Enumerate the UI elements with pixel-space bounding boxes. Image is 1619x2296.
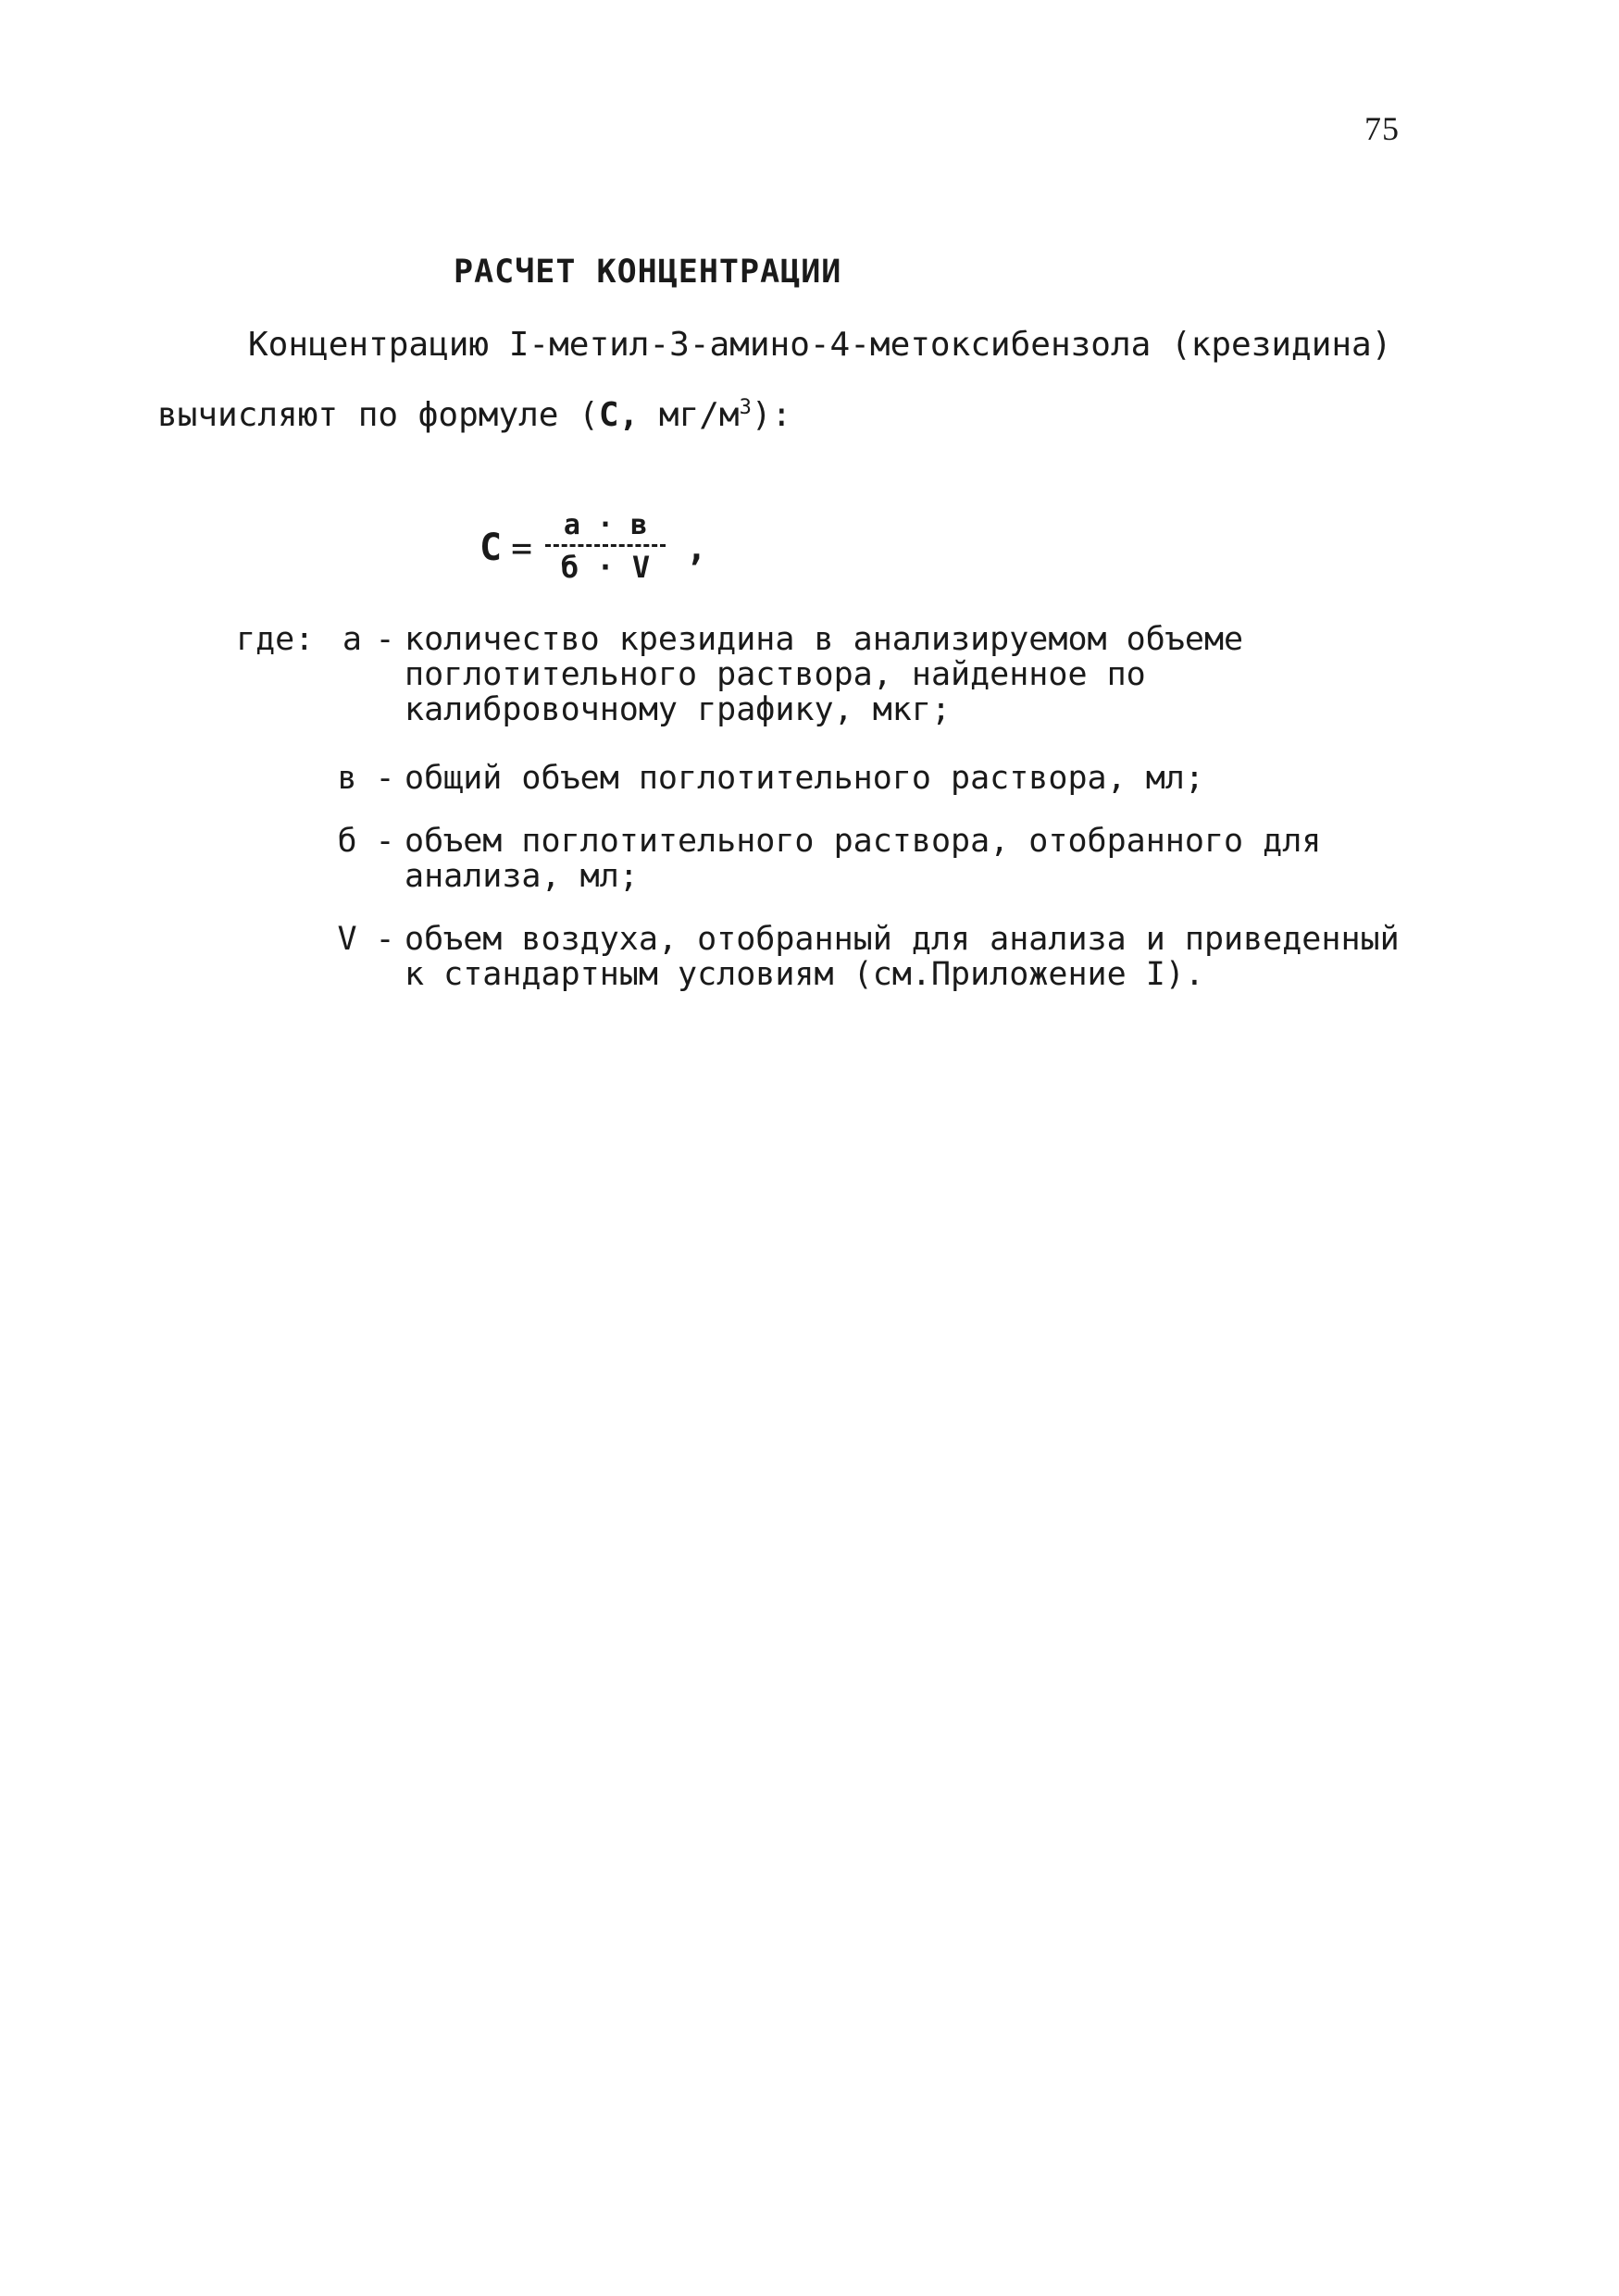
intro-variable: С, xyxy=(598,396,640,434)
definition-lead xyxy=(236,622,366,727)
definition-item xyxy=(236,622,1476,727)
definition-lead xyxy=(236,922,366,992)
formula-equals: = xyxy=(511,527,532,568)
concentration-formula xyxy=(479,507,707,588)
intro-prefix: вычисляют по формуле ( xyxy=(157,396,599,434)
definition-item xyxy=(236,761,1476,796)
definition-text: объем поглотительного раствора, отобранного для анализа, мл; xyxy=(405,823,1322,895)
variable-definitions xyxy=(236,622,1476,1020)
section-heading: РАСЧЕТ КОНЦЕНТРАЦИИ xyxy=(454,254,842,291)
page-number: 75 xyxy=(1364,110,1400,147)
definition-lead xyxy=(236,761,366,796)
definition-symbol: в xyxy=(337,760,357,797)
definition-dash: - xyxy=(375,621,395,658)
definition-symbol: а xyxy=(342,621,362,658)
definition-lead xyxy=(236,824,366,894)
intro-unit: мг/м xyxy=(639,396,740,434)
intro-suffix: ): xyxy=(751,396,792,434)
formula-trailing-comma: , xyxy=(685,527,707,568)
definition-dash: - xyxy=(375,921,395,958)
definition-text: количество крезидина в анализируемом объеме поглотительного раствора, найденное по калибровочному графику, мкг; xyxy=(405,621,1244,728)
formula-numerator: а · в xyxy=(563,509,648,541)
definition-text: объем воздуха, отобранный для анализа и приведенный к стандартным условиям (см.Приложение I). xyxy=(405,921,1400,993)
definition-item xyxy=(236,922,1476,992)
definition-lead-word: где: xyxy=(236,621,315,658)
intro-unit-exponent: 3 xyxy=(739,396,752,419)
intro-line-1: Концентрацию I-метил-3-амино-4-метоксибензола (крезидина) xyxy=(248,326,1392,364)
definition-item xyxy=(236,824,1476,894)
definition-dash: - xyxy=(375,760,395,797)
definition-symbol: V xyxy=(337,921,357,958)
formula-lhs: С xyxy=(479,526,503,569)
formula-denominator: б · V xyxy=(560,550,651,585)
definition-dash: - xyxy=(375,823,395,860)
definition-symbol: б xyxy=(337,823,357,860)
definition-text: общий объем поглотительного раствора, мл; xyxy=(405,760,1204,797)
intro-line-2 xyxy=(157,396,791,434)
formula-fraction xyxy=(545,507,666,588)
